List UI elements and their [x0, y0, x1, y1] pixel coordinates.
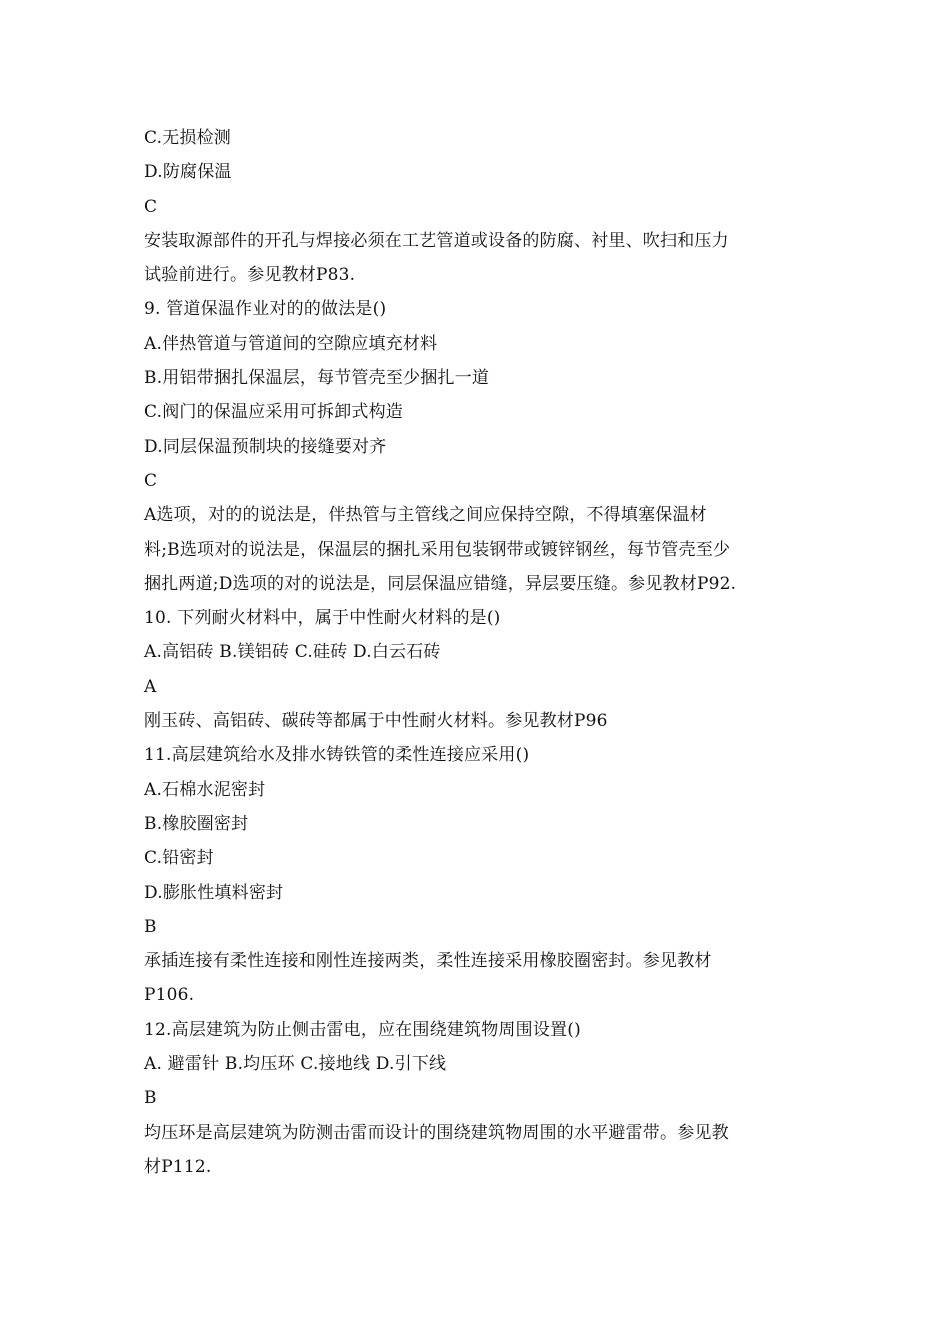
option-c-line: C.无损检测 [144, 128, 232, 148]
explanation-line: 安装取源部件的开孔与焊接必须在工艺管道或设备的防腐、衬里、吹扫和压力 [144, 230, 729, 251]
question-12-line: 12.高层建筑为防止侧击雷电，应在围绕建筑物周围设置() [144, 1019, 581, 1040]
option-c-line: C.阀门的保温应采用可拆卸式构造 [144, 402, 404, 423]
explanation-line: 材P112. [144, 1156, 212, 1177]
question-10-line: 10. 下列耐火材料中，属于中性耐火材料的是() [144, 608, 501, 629]
option-d-line: D.膨胀性填料密封 [144, 882, 284, 903]
option-d-line: D.防腐保温 [144, 162, 232, 183]
question-9-line: 9. 管道保温作业对的的做法是() [144, 299, 387, 320]
options-line: A. 避雷针 B.均压环 C.接地线 D.引下线 [144, 1054, 447, 1075]
option-d-line: D.同层保温预制块的接缝要对齐 [144, 436, 387, 457]
explanation-line: 捆扎两道;D选项的对的说法是，同层保温应错缝，异层要压缝。参见教材P92. [144, 573, 737, 594]
option-b-line: B.用铝带捆扎保温层，每节管壳至少捆扎一道 [144, 368, 490, 389]
answer-line: A [144, 676, 157, 697]
option-a-line: A.伴热管道与管道间的空隙应填充材料 [144, 333, 438, 354]
explanation-line: 承插连接有柔性连接和刚性连接两类，柔性连接采用橡胶圈密封。参见教材 [144, 951, 712, 972]
page-text-block [144, 121, 824, 1184]
answer-line: C [144, 196, 158, 217]
answer-line: C [144, 470, 158, 491]
explanation-line: 刚玉砖、高铝砖、碳砖等都属于中性耐火材料。参见教材P96 [144, 711, 608, 732]
explanation-line: A选项，对的的说法是，伴热管与主管线之间应保持空隙，不得填塞保温材 [144, 505, 707, 526]
explanation-line: P106. [144, 985, 195, 1006]
option-b-line: B.橡胶圈密封 [144, 813, 249, 834]
explanation-line: 均压环是高层建筑为防测击雷而设计的围绕建筑物周围的水平避雷带。参见教 [144, 1122, 729, 1143]
question-11-line: 11.高层建筑给水及排水铸铁管的柔性连接应采用() [144, 745, 530, 766]
explanation-line: 试验前进行。参见教材P83. [144, 265, 356, 286]
option-c-line: C.铅密封 [144, 848, 214, 869]
answer-line: B [144, 1088, 157, 1109]
options-line: A.高铝砖 B.镁铝砖 C.硅砖 D.白云石砖 [144, 642, 441, 663]
option-a-line: A.石棉水泥密封 [144, 779, 266, 800]
explanation-line: 料;B选项对的说法是，保温层的捆扎采用包装钢带或镀锌钢丝，每节管壳至少 [144, 539, 731, 560]
answer-line: B [144, 916, 157, 937]
